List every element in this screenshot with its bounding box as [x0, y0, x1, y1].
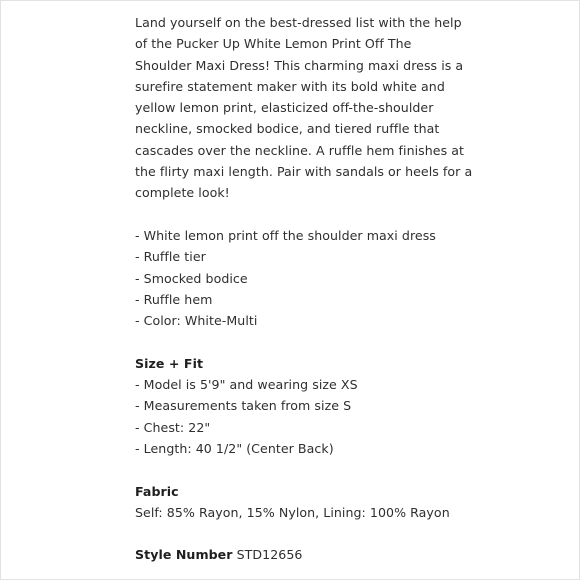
description-line: of the Pucker Up White Lemon Print Off The: [135, 36, 412, 52]
description-line: the flirty maxi length. Pair with sandals or heels for a: [135, 164, 473, 180]
description-line: Shoulder Maxi Dress! This charming maxi dress is a: [135, 57, 464, 73]
fabric-text: Self: 85% Rayon, 15% Nylon, Lining: 100% Rayon: [135, 504, 450, 520]
feature-item: - White lemon print off the shoulder maxi dress: [135, 227, 436, 243]
style-number-section: [135, 544, 465, 565]
feature-list: [135, 225, 465, 331]
style-number-label: Style Number: [135, 547, 233, 563]
size-fit-item: - Measurements taken from size S: [135, 398, 352, 414]
spacer: [135, 204, 465, 225]
description-line: Land yourself on the best-dressed list with the help: [135, 15, 462, 30]
description-line: neckline, smocked bodice, and tiered ruffle that: [135, 121, 440, 137]
product-description: [135, 12, 473, 566]
size-fit-item: - Chest: 22": [135, 419, 211, 435]
size-fit-item: - Length: 40 1/2" (Center Back): [135, 440, 334, 456]
feature-item: - Smocked bodice: [135, 270, 248, 286]
fabric-section: [135, 481, 465, 524]
style-number-value: STD12656: [236, 547, 303, 563]
size-fit-heading: Size + Fit: [135, 355, 204, 371]
description-line: surefire statement maker with its bold white and: [135, 78, 445, 94]
description-line: yellow lemon print, elasticized off-the-shoulder: [135, 100, 434, 116]
fabric-heading: Fabric: [135, 483, 179, 499]
description-line: complete look!: [135, 185, 230, 201]
spacer: [135, 523, 465, 544]
style-number-line: [135, 544, 465, 565]
size-fit-item: - Model is 5'9" and wearing size XS: [135, 377, 358, 393]
description-line: cascades over the neckline. A ruffle hem finishes at: [135, 142, 465, 158]
description-paragraph: [135, 12, 473, 204]
size-fit-section: [135, 353, 465, 459]
spacer: [135, 459, 465, 480]
spacer: [135, 331, 465, 352]
feature-item: - Ruffle tier: [135, 249, 206, 265]
feature-item: - Ruffle hem: [135, 291, 213, 307]
feature-item: - Color: White-Multi: [135, 313, 258, 329]
